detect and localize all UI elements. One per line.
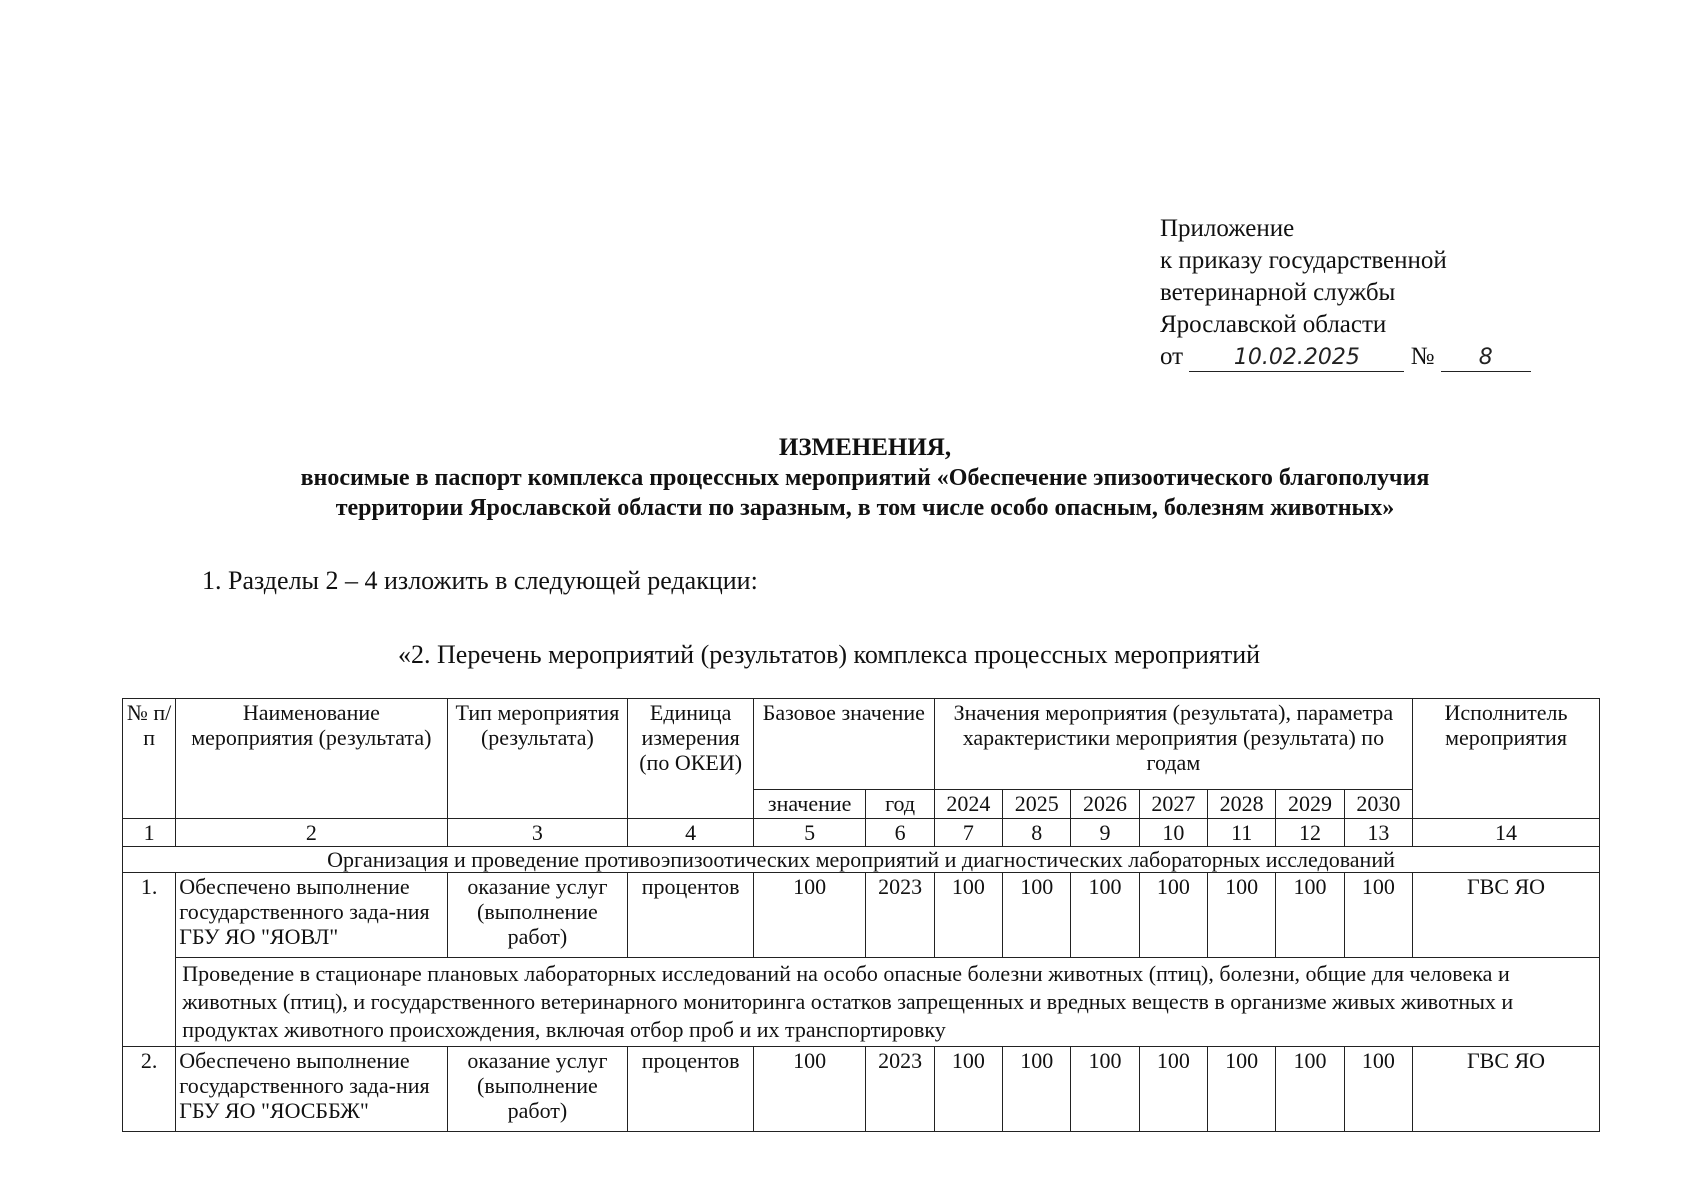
row-value: 100 [1344, 873, 1412, 958]
column-number: 5 [753, 819, 866, 847]
column-numbers-row [123, 819, 1600, 847]
row-num: 1. [123, 873, 176, 1047]
row-executor: ГВС ЯО [1413, 1047, 1600, 1132]
row-name: Обеспечено выполнение государственного зада-ния ГБУ ЯО "ЯОСББЖ" [176, 1047, 447, 1132]
header-name: Наименование мероприятия (результата) [176, 699, 447, 819]
row-value: 100 [1003, 1047, 1071, 1132]
header-base-value: значение [753, 790, 866, 819]
document-title [200, 433, 1530, 523]
from-label: от [1160, 343, 1184, 370]
row-description: Проведение в стационаре плановых лабораторных исследований на особо опасные болезни животных (птиц), болезни, общие для человека и животных (птиц), и государственного ветеринарного мониторинга остатков запрещенных и вредных веществ в организме живых животных и продуктах животного происхождения, включая отбор проб и их транспортировку [176, 958, 1600, 1047]
table-row [123, 1047, 1600, 1132]
section-row [123, 847, 1600, 873]
paragraph-1: 1. Разделы 2 – 4 изложить в следующей редакции: [202, 566, 758, 595]
appendix-line-2: к приказу государственной [1160, 247, 1447, 274]
header-values: Значения мероприятия (результата), параметра характеристики мероприятия (результата) по годам [934, 699, 1412, 790]
header-base-year: год [866, 790, 934, 819]
appendix-block [1160, 213, 1531, 373]
column-number: 1 [123, 819, 176, 847]
number-label: № [1410, 343, 1435, 370]
header-year: 2024 [934, 790, 1002, 819]
header-year: 2030 [1344, 790, 1412, 819]
column-number: 13 [1344, 819, 1412, 847]
row-value: 100 [1071, 1047, 1139, 1132]
title-line-3: территории Ярославской области по заразным, в том числе особо опасным, болезням животных» [335, 495, 1395, 521]
row-base-year: 2023 [866, 1047, 934, 1132]
header-year: 2028 [1208, 790, 1276, 819]
measures-table [122, 698, 1600, 1132]
row-base-value: 100 [753, 873, 866, 958]
row-value: 100 [1276, 1047, 1344, 1132]
row-value: 100 [934, 873, 1002, 958]
row-value: 100 [1344, 1047, 1412, 1132]
row-base-year: 2023 [866, 873, 934, 958]
column-number: 4 [628, 819, 754, 847]
header-base: Базовое значение [753, 699, 934, 790]
column-number: 10 [1139, 819, 1207, 847]
handwritten-number: 8 [1441, 345, 1531, 372]
header-year: 2025 [1003, 790, 1071, 819]
row-num: 2. [123, 1047, 176, 1132]
row-value: 100 [1139, 873, 1207, 958]
row-value: 100 [1208, 1047, 1276, 1132]
row-type: оказание услуг (выполнение работ) [447, 1047, 628, 1132]
handwritten-date: 10.02.2025 [1189, 345, 1404, 372]
appendix-date-line [1160, 341, 1531, 373]
column-number: 12 [1276, 819, 1344, 847]
column-number: 8 [1003, 819, 1071, 847]
section-title: Организация и проведение противоэпизоотических мероприятий и диагностических лабораторных исследований [123, 847, 1600, 873]
header-num: № п/п [123, 699, 176, 819]
row-unit: процентов [628, 873, 754, 958]
row-base-value: 100 [753, 1047, 866, 1132]
header-type: Тип мероприятия (результата) [447, 699, 628, 819]
header-unit: Единица измерения (по ОКЕИ) [628, 699, 754, 819]
row-value: 100 [1276, 873, 1344, 958]
row-value: 100 [934, 1047, 1002, 1132]
header-year: 2029 [1276, 790, 1344, 819]
row-value: 100 [1208, 873, 1276, 958]
header-year: 2027 [1139, 790, 1207, 819]
row-unit: процентов [628, 1047, 754, 1132]
table-row [123, 873, 1600, 958]
column-number: 14 [1413, 819, 1600, 847]
row-name: Обеспечено выполнение государственного зада-ния ГБУ ЯО "ЯОВЛ" [176, 873, 447, 958]
header-year: 2026 [1071, 790, 1139, 819]
column-number: 2 [176, 819, 447, 847]
appendix-line-1: Приложение [1160, 215, 1295, 242]
column-number: 11 [1208, 819, 1276, 847]
description-row [123, 958, 1600, 1047]
column-number: 9 [1071, 819, 1139, 847]
header-executor: Исполнитель мероприятия [1413, 699, 1600, 819]
title-main: ИЗМЕНЕНИЯ, [778, 434, 952, 461]
column-number: 3 [447, 819, 628, 847]
title-line-2: вносимые в паспорт комплекса процессных мероприятий «Обеспечение эпизоотического благополучия [300, 465, 1430, 491]
appendix-line-3: ветеринарной службы [1160, 279, 1396, 306]
row-value: 100 [1139, 1047, 1207, 1132]
row-executor: ГВС ЯО [1413, 873, 1600, 958]
row-value: 100 [1003, 873, 1071, 958]
row-type: оказание услуг (выполнение работ) [447, 873, 628, 958]
column-number: 7 [934, 819, 1002, 847]
header-row-1 [123, 699, 1600, 790]
appendix-line-4: Ярославской области [1160, 311, 1387, 338]
table-caption: «2. Перечень мероприятий (результатов) комплекса процессных мероприятий [398, 640, 1261, 669]
row-value: 100 [1071, 873, 1139, 958]
column-number: 6 [866, 819, 934, 847]
